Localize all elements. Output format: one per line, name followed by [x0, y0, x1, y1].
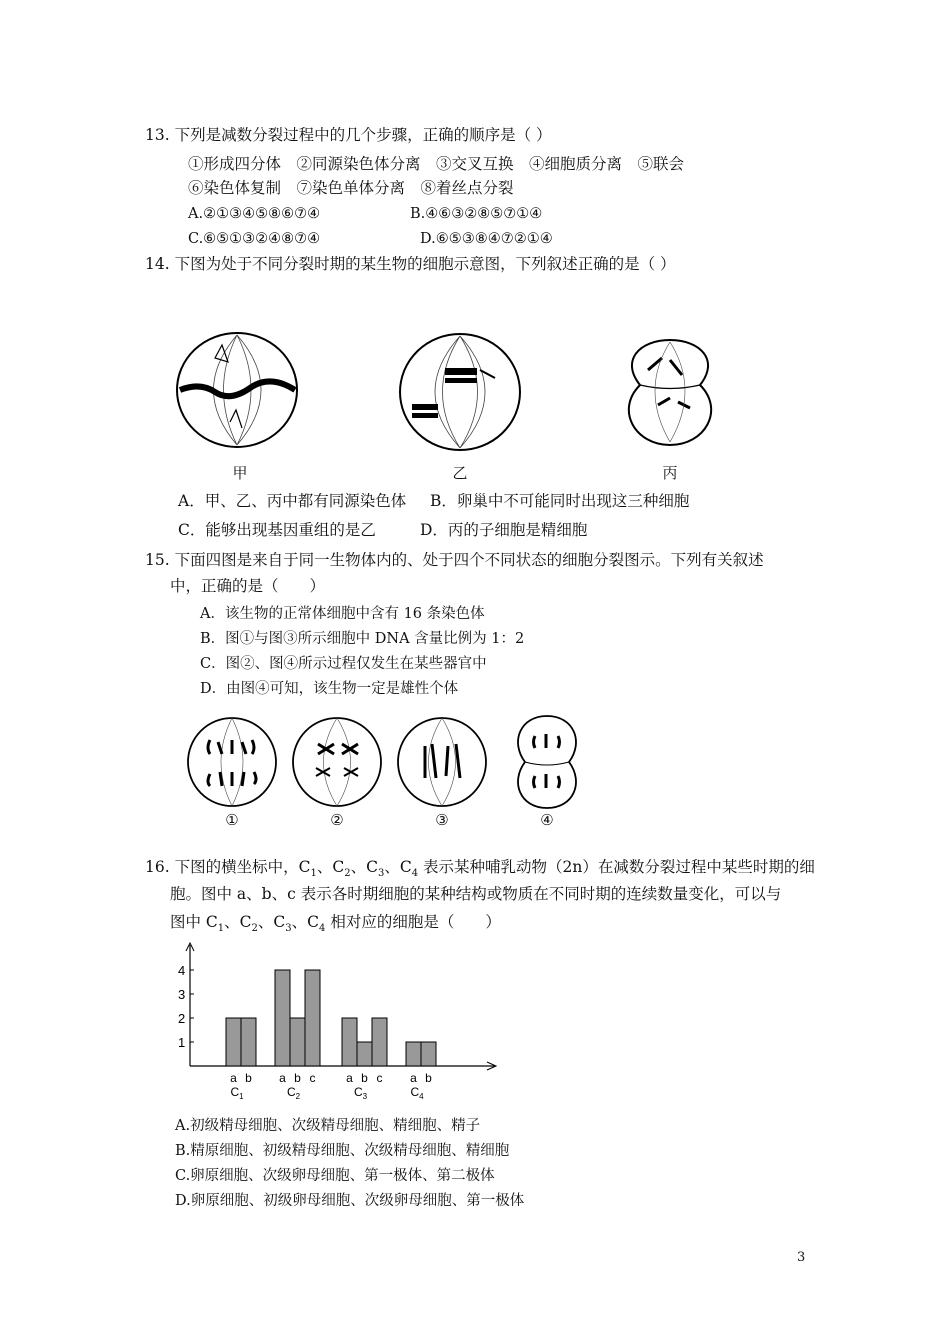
x-bar-label: a [346, 1071, 353, 1085]
q13-steps-line2: ⑥染色体复制 ⑦染色单体分离 ⑧着丝点分裂 [188, 179, 514, 197]
cell-bing-diagram [629, 340, 711, 445]
q14-option-c: C．能够出现基因重组的是乙 [178, 521, 376, 539]
bar-C2-c [305, 970, 320, 1066]
bar-C1-a [226, 1018, 241, 1066]
q15-option-c: C．图②、图④所示过程仅发生在某些器官中 [200, 656, 487, 672]
bar-C3-b [357, 1042, 372, 1066]
q16-option-a: A.初级精母细胞、次级精母细胞、精细胞、精子 [175, 1118, 481, 1134]
x-bar-label: a [230, 1071, 237, 1085]
cell-4-diagram [518, 716, 576, 808]
cell-3-diagram [398, 718, 486, 806]
q13-stem: 13. 下列是减数分裂过程中的几个步骤，正确的顺序是（ ） [145, 126, 552, 144]
q15-option-b: B．图①与图③所示细胞中 DNA 含量比例为 1：2 [200, 631, 525, 647]
q15-stem-line1: 15. 下面四图是来自于同一生物体内的、处于四个不同状态的细胞分裂图示。下列有关叙述 [145, 551, 764, 569]
q13-option-d: D.⑥⑤③⑧④⑦②①④ [420, 231, 553, 247]
cell-2-diagram [293, 718, 381, 806]
label-fig-4: ④ [540, 811, 554, 829]
x-category-label: $C_3$ [353, 1085, 368, 1101]
x-bar-label: a [279, 1071, 286, 1085]
bar-C4-a [406, 1042, 421, 1066]
y-tick-label: 3 [178, 987, 186, 1002]
y-tick-label: 4 [178, 963, 186, 978]
q14-stem: 14. 下图为处于不同分裂时期的某生物的细胞示意图，下列叙述正确的是（ ） [145, 255, 676, 273]
x-bar-label: b [425, 1071, 432, 1085]
q14-option-a: A．甲、乙、丙中都有同源染色体 [178, 492, 407, 510]
x-bar-label: c [376, 1071, 383, 1085]
x-category-label: $C_4$ [410, 1085, 424, 1101]
q15-stem-line2: 中，正确的是（ ） [170, 577, 326, 595]
q15-option-d: D．由图④可知，该生物一定是雄性个体 [200, 681, 459, 697]
q13-option-a: A.②①③④⑤⑧⑥⑦④ [188, 206, 321, 222]
y-tick-label: 2 [178, 1011, 186, 1026]
q15-cell-figures [180, 712, 590, 812]
cell-1-diagram [188, 718, 276, 806]
bar-C2-b [290, 1018, 305, 1066]
label-bing: 丙 [662, 464, 678, 482]
bar-C1-b [241, 1018, 256, 1066]
cell-yi-diagram [400, 334, 520, 450]
label-fig-3: ③ [435, 811, 449, 829]
q15-option-a: A．该生物的正常体细胞中含有 16 条染色体 [200, 606, 485, 622]
q13-steps-line1: ①形成四分体 ②同源染色体分离 ③交叉互换 ④细胞质分离 ⑤联会 [188, 155, 685, 173]
label-jia: 甲 [232, 464, 248, 482]
x-bar-label: b [361, 1071, 368, 1085]
label-fig-2: ② [330, 811, 344, 829]
q13-option-b: B.④⑥③②⑧⑤⑦①④ [410, 206, 543, 222]
q16-stem-line3: 图中 $C_1$、$C_2$、$C_3$、$C_4$ 相对应的细胞是（ ） [170, 913, 501, 935]
label-fig-1: ① [225, 811, 239, 829]
cell-jia-diagram [177, 333, 297, 447]
bar-C4-b [421, 1042, 436, 1066]
q16-option-d: D.卵原细胞、初级卵母细胞、次级卵母细胞、第一极体 [175, 1193, 525, 1209]
q16-option-b: B.精原细胞、初级精母细胞、次级精母细胞、精细胞 [175, 1143, 510, 1159]
q16-stem-line2: 胞。图中 a、b、c 表示各时期细胞的某种结构或物质在不同时期的连续数量变化，可以与 [170, 885, 782, 903]
x-category-label: $C_1$ [230, 1085, 244, 1101]
y-tick-label: 1 [178, 1035, 186, 1050]
label-yi: 乙 [452, 464, 468, 482]
bar-C3-c [372, 1018, 387, 1066]
q16-stem-line1: 16. 下图的横坐标中，$C_1$、$C_2$、$C_3$、$C_4$ 表示某种哺乳动物（2n）在减数分裂过程中某些时期的细 [145, 858, 815, 880]
x-bar-label: b [245, 1071, 252, 1085]
x-bar-label: c [309, 1071, 316, 1085]
q16-option-c: C.卵原细胞、次级卵母细胞、第一极体、第二极体 [175, 1168, 495, 1184]
x-category-label: $C_2$ [286, 1085, 301, 1101]
x-bar-label: b [294, 1071, 301, 1085]
page-number: 3 [797, 1250, 806, 1265]
q16-bar-chart [165, 935, 505, 1110]
x-bar-label: a [410, 1071, 417, 1085]
q14-option-d: D．丙的子细胞是精细胞 [420, 521, 588, 539]
q14-option-b: B．卵巢中不可能同时出现这三种细胞 [430, 492, 690, 510]
q13-option-c: C.⑥⑤①③②④⑧⑦④ [188, 231, 321, 247]
bar-C3-a [342, 1018, 357, 1066]
bar-C2-a [275, 970, 290, 1066]
